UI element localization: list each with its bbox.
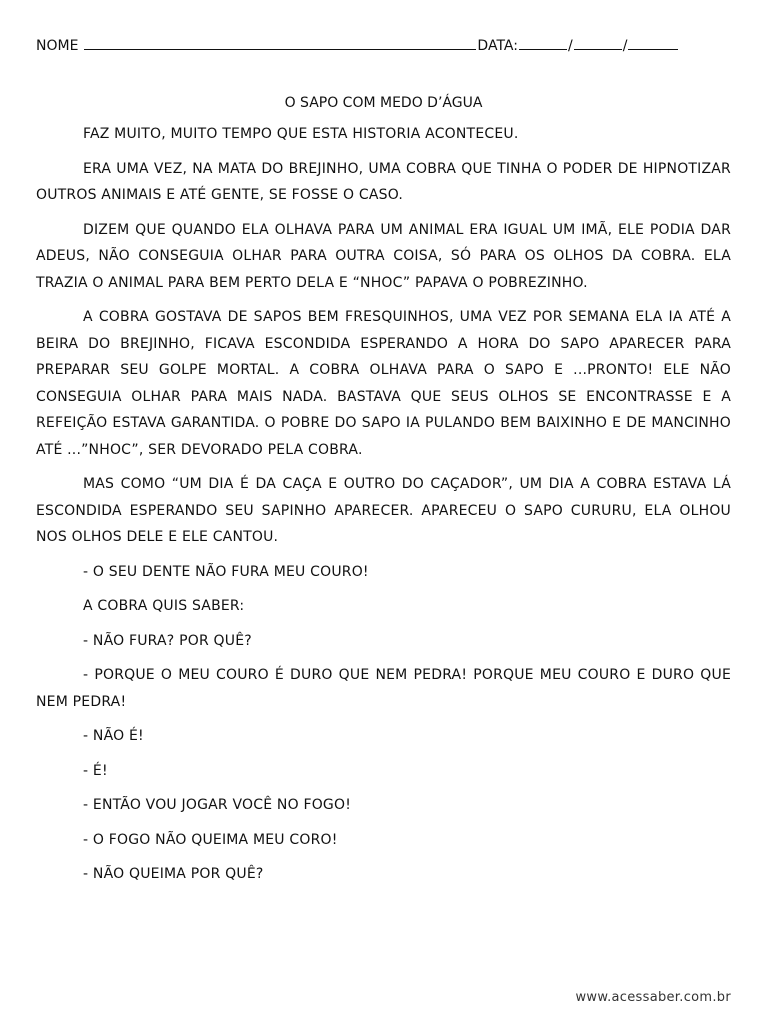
paragraph: MAS COMO “UM DIA É DA CAÇA E OUTRO DO CAÇADOR”, UM DIA A COBRA ESTAVA LÁ ESCONDIDA ESPERANDO SEU SAPINHO APARECER. APARECEU O SAPO CURURU, ELA OLHOU NOS OLHOS DELE E ELE CANTOU. [36, 476, 731, 545]
paragraph: DIZEM QUE QUANDO ELA OLHAVA PARA UM ANIMAL ERA IGUAL UM IMÃ, ELE PODIA DAR ADEUS, NÃO CONSEGUIA OLHAR PARA OUTRA COISA, SÓ PARA OS OLHOS DA COBRA. ELA TRAZIA O ANIMAL PARA BEM PERTO DELA E “NHOC” PAPAVA O POBREZINHO. [36, 221, 731, 291]
date-separator: / [567, 38, 573, 54]
paragraph: FAZ MUITO, MUITO TEMPO QUE ESTA HISTORIA ACONTECEU. [83, 126, 519, 142]
name-blank [84, 35, 476, 50]
date-year-blank [628, 35, 678, 50]
paragraph: - O FOGO NÃO QUEIMA MEU CORO! [83, 831, 338, 848]
paragraph: A COBRA GOSTAVA DE SAPOS BEM FRESQUINHOS, UMA VEZ POR SEMANA ELA IA ATÉ A BEIRA DO BREJINHO, FICAVA ESCONDIDA ESPERANDO A HORA DO SAPO APARECER PARA PREPARAR SEU GOLPE MORTAL. A COBRA OLHAVA PARA O SAPO E ...PRONTO! ELE NÃO CONSEGUIA OLHAR PARA MAIS NADA. BASTAVA QUE SEUS OLHOS SE ENCONTRASSE E A REFEIÇÃO ESTAVA GARANTIDA. O POBRE DO SAPO IA PULANDO BEM BAIXINHO E DE MANCINHO ATÉ ...”NHOC”, SER DEVORADO PELA COBRA. [36, 309, 731, 458]
date-month-blank [574, 35, 622, 50]
story-title: O SAPO COM MEDO D’ÁGUA [284, 95, 483, 111]
paragraph: - ENTÃO VOU JOGAR VOCÊ NO FOGO! [83, 797, 352, 813]
paragraph: - NÃO QUEIMA POR QUÊ? [83, 866, 264, 882]
date-label: DATA: [477, 38, 518, 54]
name-label: NOME [36, 38, 79, 54]
date-day-blank [519, 35, 567, 50]
footer-url: www.acessaber.com.br [575, 990, 731, 1005]
story-text [36, 121, 731, 896]
paragraph: - O SEU DENTE NÃO FURA MEU COURO! [83, 563, 369, 580]
paragraph: - NÃO É! [83, 728, 144, 744]
header-line [36, 35, 679, 54]
paragraph: - É! [83, 762, 108, 779]
date-separator: / [622, 38, 628, 54]
paragraph: - PORQUE O MEU COURO É DURO QUE NEM PEDRA! PORQUE MEU COURO E DURO QUE NEM PEDRA! [36, 667, 731, 710]
paragraph: A COBRA QUIS SABER: [83, 598, 245, 614]
paragraph: - NÃO FURA? POR QUÊ? [83, 632, 252, 649]
paragraph: ERA UMA VEZ, NA MATA DO BREJINHO, UMA COBRA QUE TINHA O PODER DE HIPNOTIZAR OUTROS ANIMAIS E ATÉ GENTE, SE FOSSE O CASO. [36, 160, 731, 203]
